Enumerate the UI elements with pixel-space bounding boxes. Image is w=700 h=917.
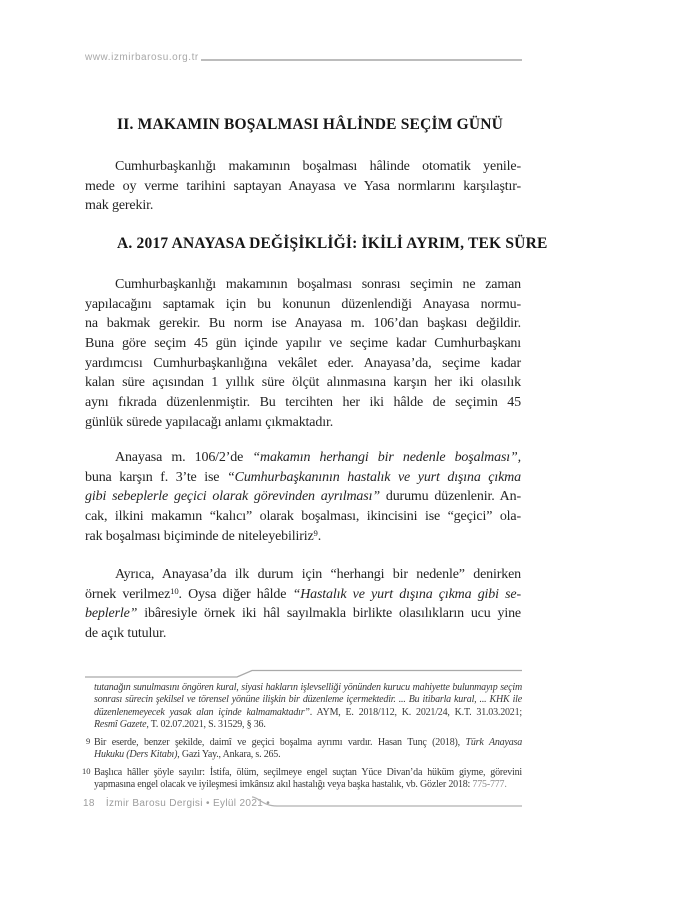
text-line: sonrası sürecin şekilsel ve törensel yönüne ilişkin bir düzenleme içermektedir. ... Bu itibarla kural, ... KHK ile [94, 694, 522, 706]
subsection-heading: A. 2017 ANAYASA DEĞİŞİKLİĞİ: İKİLİ AYRIM, TEK SÜRE [117, 235, 548, 252]
text-line: Başlıca hâller şöyle sayılır: İstifa, ölüm, seçilmeye engel suçtan Yüce Divan’da hüküm giyme, görevini [94, 767, 522, 778]
footnote-9 [94, 737, 522, 762]
paragraph-p3 [85, 448, 521, 546]
text-line: yardımcısı Cumhurbaşkanlığına vekâlet eder. Anayasa’da, seçime kadar [85, 355, 521, 371]
page-number: 18 [83, 798, 95, 809]
journal-title: İzmir Barosu Dergisi • Eylül 2021 • [105, 798, 271, 809]
text-line: yapılacağını saptamak için bu konunun düzenlendiği Anayasa normu- [85, 296, 521, 312]
text-line: Resmî Gazete, T. 02.07.2021, S. 31529, § 36. [94, 719, 266, 731]
text-line: cak, ilkini makamın “kalıcı” olarak boşalması, ikincisini ise “geçici” ola- [85, 509, 521, 525]
text-line: Bir eserde, benzer şekilde, daimî ve geçici boşalma ayrımı vardır. Hasan Tunç (2018), Türk Anayasa [94, 737, 522, 748]
page-header [85, 52, 522, 63]
footnote-10 [94, 767, 522, 792]
text-line: beplerle” ibâresiyle örnek iki hâl sayılmakla birlikte olasılıkların ucu yine [85, 606, 521, 622]
text-line: de açık tutulur. [85, 626, 167, 642]
header-rule [201, 59, 522, 61]
text-line: aynı fıkrada düzenlenmiştir. Bu tercihten her iki hâlde de seçimin 45 [85, 395, 521, 411]
text-line: rak boşalması biçiminde de niteleyebiliriz$^9$. [85, 527, 322, 544]
text-line: örnek verilmez$^{10}$. Oysa diğer hâlde “Hastalık ve yurt dışına çıkma gibi se- [85, 585, 521, 602]
text-line: buna karşın f. 3’te ise “Cumhurbaşkanının hastalık ve yurt dışına çıkma [85, 469, 521, 485]
text-line: Cumhurbaşkanlığı makamının boşalması hâlinde otomatik yenile- [115, 159, 521, 174]
text-line: mak gerekir. [85, 198, 154, 214]
footnote-9-marker: 9 [86, 736, 91, 746]
footer-rule [250, 796, 524, 810]
text-line: Ayrıca, Anayasa’da ilk durum için “herhangi bir nedenle” denirken [115, 567, 521, 582]
website-url: www.izmirbarosu.org.tr [85, 52, 199, 63]
text-line: kalan süre açısından 1 yıllık süre ölçüt alınmasına karşın her iki olasılık [85, 375, 521, 391]
paragraph-p1 [85, 157, 521, 216]
text-line: Hukuku (Ders Kitabı), Gazi Yay., Ankara, s. 265. [94, 749, 281, 761]
text-line: günlük sürede yapılacağı anlamı çıkmaktadır. [85, 414, 334, 430]
text-line: Cumhurbaşkanlığı makamının boşalması sonrası seçimin ne zaman [115, 277, 521, 292]
text-line: yapmasına engel olacak ve iyileşmesi imkânsız akıl hastalığı veya başka hastalık, vb. Gözler 2018: 775-777. [94, 779, 507, 791]
section-heading: II. MAKAMIN BOŞALMASI HÂLİNDE SEÇİM GÜNÜ [117, 116, 504, 133]
footnote-separator [85, 668, 522, 680]
footnote-10-marker: 10 [82, 766, 91, 776]
text-line: Buna göre seçim 45 gün içinde yapılır ve seçime kadar Cumhurbaşkanı [85, 336, 521, 352]
paragraph-p2 [85, 275, 521, 433]
text-line: mede oy verme tarihini saptayan Anayasa ve Yasa normlarını karşılaştır- [85, 178, 521, 194]
text-line: tutanağın sunulmasını öngören kural, siyasi hakların işlevselliği yönünden kurucu mahiyette bulunmayıp seçim [94, 682, 522, 693]
text-line: düzenlenemeyecek yasak alan içinde kalmamaktadır”. AYM, E. 2018/112, K. 2021/24, K.T. 31.03.2021; [94, 706, 522, 718]
page-footer [83, 798, 270, 809]
footnote-continuation [94, 682, 522, 732]
text-line: na bakmak gerekir. Bu norm ise Anayasa m. 106’dan başkası değildir. [85, 316, 521, 332]
text-line: Anayasa m. 106/2’de “makamın herhangi bir nedenle boşalması”, [115, 450, 521, 465]
paragraph-p4 [85, 565, 521, 644]
text-line: gibi sebeplerle geçici olarak görevinden ayrılması” durumu düzenlenir. An- [85, 489, 521, 505]
